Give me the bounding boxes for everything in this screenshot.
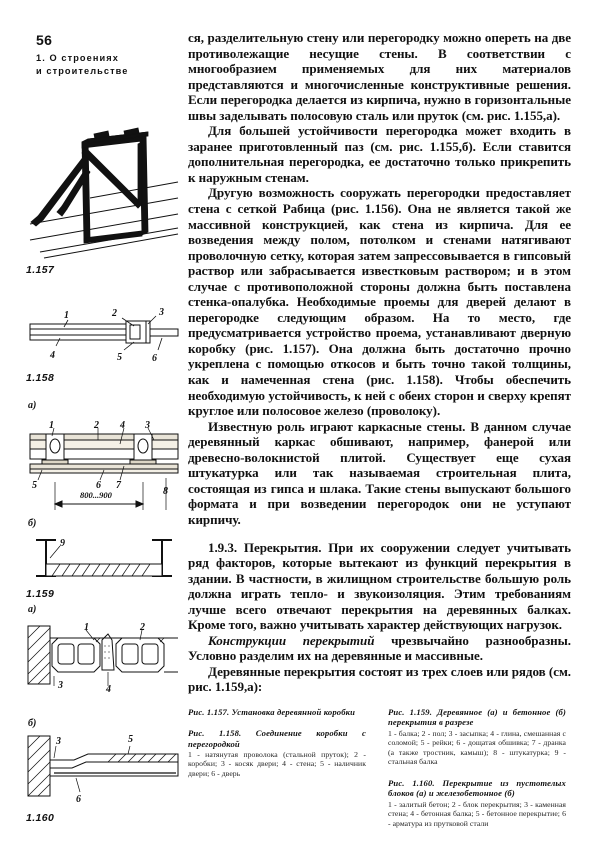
figure-1-158-callout-2: 2 bbox=[112, 308, 117, 319]
figure-1-157 bbox=[24, 112, 184, 276]
running-head-line-1: 1. О строениях bbox=[36, 53, 119, 63]
caption-block-1-159 bbox=[388, 707, 566, 767]
section-paragraph bbox=[188, 540, 571, 633]
caption-block-1-157 bbox=[188, 707, 366, 717]
figure-1-160-callout-3: 3 bbox=[58, 680, 63, 691]
figure-1-157-drawing bbox=[24, 112, 184, 272]
figure-number-1-157: 1.157 bbox=[26, 264, 55, 276]
figure-1-159-callout-9: 9 bbox=[60, 538, 65, 549]
caption-column-right bbox=[388, 707, 566, 839]
figure-1-159-part-b-drawing bbox=[24, 532, 186, 588]
caption-title-1-159: Рис. 1.159. Деревянное (а) и бетонное (б) перекрытия в разрезе bbox=[388, 707, 566, 728]
section-heading: Перекрытия. bbox=[243, 539, 322, 555]
figure-1-160-callout-5: 5 bbox=[128, 734, 133, 745]
figure-1-160-callout-3b: 3 bbox=[56, 736, 61, 747]
caption-block-1-158 bbox=[188, 728, 366, 778]
figure-1-160-sublabel-b: б) bbox=[28, 718, 37, 729]
figure-1-160-callout-2: 2 bbox=[140, 622, 145, 633]
construction-paragraph bbox=[188, 633, 571, 664]
body-text-column bbox=[188, 30, 571, 695]
figure-1-159-callout-1: 1 bbox=[49, 420, 54, 431]
body-paragraph-1: ся, разделительную стену или перегородку можно опереть на две противолежащие несущие стены. В соответствии с многообразием применяемых для них материалов представляются и многочисленные конструктивные решения. Если перегородка делается из кирпича, нужно в горизонтальные швы заделывать полосовую сталь или пруток (см. рис. 1.155,а). bbox=[188, 30, 571, 123]
figure-1-159-part-a-drawing bbox=[24, 418, 186, 526]
figure-1-158 bbox=[24, 302, 184, 384]
section-body-text: При их сооружении следует учитывать ряд факторов, которые вытекают из функций перекрытия в здании. В частности, в жилищном строительстве большую роль должна играть тепло- и звукоизоляция. Этим требованиям лучше всего отвечают перекрытия на деревянных балках. Кроме того, важно учитывать характер действующих нагрузок. bbox=[188, 539, 571, 633]
figure-1-160-part-b-drawing bbox=[24, 732, 186, 810]
figure-1-159-callout-5: 5 bbox=[32, 480, 37, 491]
figure-1-159-sublabel-a: а) bbox=[28, 400, 37, 411]
figure-1-160-callout-6: 6 bbox=[76, 794, 81, 805]
figure-1-158-callout-4: 4 bbox=[50, 350, 55, 361]
caption-legend-1-159: 1 - балка; 2 - пол; 3 - засыпка; 4 - глина, смешанная с соломой; 5 - рейки; 6 - дощатая обшивка; 7 - дранка (а также тростник, камыш); 8 - штукатурка; 9 - стальная балка bbox=[388, 728, 566, 767]
figure-1-159-callout-7: 7 bbox=[116, 480, 121, 491]
figure-1-159-callout-2: 2 bbox=[94, 420, 99, 431]
figure-column bbox=[0, 0, 188, 861]
figure-1-159-callout-8: 8 bbox=[163, 486, 168, 497]
caption-block-1-160 bbox=[388, 778, 566, 828]
construction-rest: чрезвычайно разнообразны. Условно разделим их на деревянные и массивные. bbox=[188, 632, 571, 664]
construction-lead-italic: Конструкции перекрытий bbox=[208, 632, 375, 648]
body-paragraph-3: Другую возможность сооружать перегородки предоставляет стена с сеткой Рабица (рис. 1.156). Она не является такой же массивной конструкцией, как стена из кирпича. Для ее возведения между полом, потолком и стенами натягивают проволочную сетку, которая затем запрессовывается в гипсовый раствор или забрасывается известковым раствором; и в этом случае с противоположной стороны должна быть поставлена стенка-опалубка. Необходимые проемы для дверей делают в перегородке следующим образом. На то место, где предусматривается устройство проема, устанавливают дверную коробку (рис. 1.157). Она должна быть достаточно прочно укреплена с помощью откосов и быть точно такой толщины, как и намеченная стена (рис. 1.158). Чтобы обеспечить необходимую устойчивость, к ней с обеих сторон и сверху крепят круглое или полосовое железо (проволоку). bbox=[188, 185, 571, 419]
caption-title-1-157: Рис. 1.157. Установка деревянной коробки bbox=[188, 707, 356, 717]
figure-1-159-dimension: 800...900 bbox=[80, 490, 112, 500]
figure-1-159-callout-3: 3 bbox=[145, 420, 150, 431]
figure-1-158-callout-5: 5 bbox=[117, 352, 122, 363]
body-paragraph-2: Для большей устойчивости перегородка может входить в заранее приготовленный паз (см. рис. 1.155,б). Если ставится дополнительная перегородка, ее достаточно только прикрепить к наружным стенам. bbox=[188, 123, 571, 185]
figure-1-159-callout-4: 4 bbox=[120, 420, 125, 431]
final-paragraph: Деревянные перекрытия состоят из трех слоев или рядов (см. рис. 1.159,а): bbox=[188, 663, 571, 695]
figure-1-158-callout-6: 6 bbox=[152, 353, 157, 364]
figure-1-160-part-a-drawing bbox=[24, 620, 186, 698]
caption-title-1-158: Рис. 1.158. Соединение коробки с перегородкой bbox=[188, 728, 366, 749]
figure-1-160-callout-4: 4 bbox=[106, 684, 111, 695]
figure-1-160-callout-1: 1 bbox=[84, 622, 89, 633]
figure-number-1-160: 1.160 bbox=[26, 812, 55, 824]
figure-number-1-158: 1.158 bbox=[26, 372, 55, 384]
section-number: 1.9.3. bbox=[208, 539, 238, 555]
body-paragraph-4: Известную роль играют каркасные стены. В данном случае деревянный каркас обшивают, например, фанерой или древесно-волокнистой плитой. Существует еще сухая штукатурка или так называемая строительная плита, состоящая из гипса и шлака. Такие стены выпускают большого формата и при возведении перегородок они не уступают кирпичу. bbox=[188, 418, 571, 527]
running-head-line-2: и строительстве bbox=[36, 66, 129, 76]
figure-1-159-callout-6: 6 bbox=[96, 480, 101, 491]
figure-number-1-159: 1.159 bbox=[26, 588, 55, 600]
page-number: 56 bbox=[36, 32, 53, 48]
figure-1-160-sublabel-a: а) bbox=[28, 604, 37, 615]
figure-1-158-callout-1: 1 bbox=[64, 310, 69, 321]
caption-legend-1-158: 1 - натянутая проволока (стальной пруток); 2 - коробки; 3 - косяк двери; 4 - стена; 5 - наличник двери; 6 - дверь bbox=[188, 749, 366, 779]
caption-legend-1-160: 1 - залитый бетон; 2 - блок перекрытия; 3 - каменная стена; 4 - бетонная балка; 5 - бетонное перекрытие; 6 - арматура из прутковой стали bbox=[388, 799, 566, 828]
caption-column-left bbox=[188, 707, 366, 790]
figure-1-159-sublabel-b: б) bbox=[28, 518, 37, 529]
caption-title-1-160: Рис. 1.160. Перекрытие из пустотелых блоков (а) и железобетонное (б) bbox=[388, 777, 566, 799]
figure-1-158-callout-3: 3 bbox=[159, 307, 164, 318]
